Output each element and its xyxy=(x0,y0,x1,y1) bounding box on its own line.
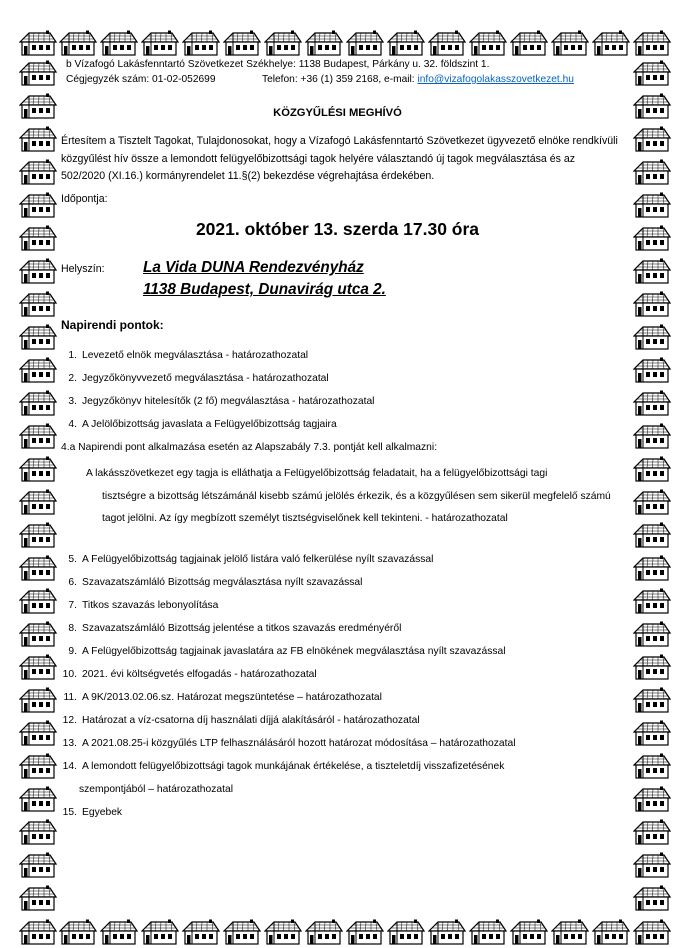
house-icon xyxy=(19,885,57,911)
agenda-item xyxy=(79,783,233,796)
house-icon xyxy=(19,30,57,56)
house-icon xyxy=(510,919,548,945)
house-icon xyxy=(19,852,57,878)
house-icon xyxy=(633,753,671,779)
agenda-item xyxy=(62,714,420,727)
agenda-item xyxy=(68,576,363,589)
agenda-item-number: 11. xyxy=(63,692,77,703)
house-icon xyxy=(633,324,671,350)
house-icon xyxy=(633,819,671,845)
agenda-item-text: Egyebek xyxy=(82,807,123,818)
meeting-datetime: 2021. október 13. szerda 17.30 óra xyxy=(195,219,480,239)
agenda-item-text: A Felügyelőbizottság tagjainak javaslatára az FB elnökének megválasztása nyílt szavazással xyxy=(82,646,506,657)
house-icon xyxy=(19,621,57,647)
house-icon xyxy=(19,819,57,845)
agenda-item-number: 1. xyxy=(68,350,77,361)
venue-label: Helyszín: xyxy=(61,263,105,275)
house-icon xyxy=(19,324,57,350)
house-icon xyxy=(19,456,57,482)
house-icon xyxy=(633,60,671,86)
house-icon xyxy=(264,919,302,945)
page-title: KÖZGYŰLÉSI MEGHÍVÓ xyxy=(273,107,402,119)
agenda-item xyxy=(63,691,382,704)
agenda-item-number: 4. xyxy=(68,419,77,430)
agenda-item xyxy=(68,395,375,408)
house-icon xyxy=(19,588,57,614)
agenda-item xyxy=(62,668,317,681)
agenda-heading: Napirendi pontok: xyxy=(61,318,164,332)
house-icon xyxy=(633,291,671,317)
house-icon xyxy=(19,522,57,548)
agenda-item-number: 6. xyxy=(68,577,77,588)
agenda-item xyxy=(68,349,309,362)
house-icon xyxy=(469,30,507,56)
agenda-item xyxy=(68,372,329,385)
agenda-item-number: 14. xyxy=(62,761,77,772)
agenda-item-text: Szavazatszámláló Bizottság jelentése a titkos szavazás eredményéről xyxy=(82,623,402,634)
phone-email xyxy=(262,73,574,86)
registry-number: Cégjegyzék szám: 01-02-052699 xyxy=(66,74,216,85)
agenda-item-text: Szavazatszámláló Bizottság megválasztása nyílt szavazással xyxy=(82,577,363,588)
agenda-item-number: 12. xyxy=(62,715,77,726)
agenda-item xyxy=(68,599,219,612)
house-icon xyxy=(633,456,671,482)
house-icon xyxy=(182,30,220,56)
house-icon xyxy=(633,654,671,680)
house-icon xyxy=(100,919,138,945)
agenda-item xyxy=(68,622,402,635)
agenda-item xyxy=(68,553,434,566)
house-icon xyxy=(19,489,57,515)
agenda-item-text: A lemondott felügyelőbizottsági tagok munkájának értékelése, a tiszteletdíj visszafizetésének xyxy=(82,761,505,772)
house-icon xyxy=(633,852,671,878)
agenda-item-text: Határozat a víz-csatorna díj használati díjjá alakításáról - határozathozatal xyxy=(82,715,420,726)
house-icon xyxy=(19,159,57,185)
agenda-item-number: 2. xyxy=(68,373,77,384)
email-link[interactable]: info@vizafogolakasszovetkezet.hu xyxy=(417,74,574,85)
house-icon xyxy=(182,919,220,945)
house-icon xyxy=(223,919,261,945)
house-icon xyxy=(19,720,57,746)
agenda-item-text: Titkos szavazás lebonyolítása xyxy=(82,600,219,611)
house-icon xyxy=(633,126,671,152)
org-address-line: b Vízafogó Lakásfenntartó Szövetkezet Székhelye: 1138 Budapest, Párkány u. 32. földszint 1. xyxy=(66,59,490,70)
house-icon xyxy=(59,919,97,945)
house-icon xyxy=(428,919,466,945)
time-label: Időpontja: xyxy=(61,193,108,205)
house-icon xyxy=(633,192,671,218)
house-icon xyxy=(19,291,57,317)
agenda-item-text: 2021. évi költségvetés elfogadás - határozathozatal xyxy=(82,669,317,680)
house-icon xyxy=(19,357,57,383)
house-icon xyxy=(305,919,343,945)
house-icon xyxy=(19,786,57,812)
house-icon xyxy=(633,423,671,449)
agenda-item xyxy=(68,418,337,431)
house-icon xyxy=(141,919,179,945)
agenda-item-number: 5. xyxy=(68,554,77,565)
agenda-item-number: 7. xyxy=(68,600,77,611)
house-icon xyxy=(19,60,57,86)
agenda-item xyxy=(62,760,505,773)
house-icon xyxy=(633,885,671,911)
agenda-item-text: Jegyzőkönyv hitelesítők (2 fő) megválasztása - határozathozatal xyxy=(82,396,375,407)
agenda-item xyxy=(61,441,437,454)
house-icon xyxy=(59,30,97,56)
agenda-note xyxy=(86,463,626,531)
house-icon xyxy=(19,390,57,416)
house-icon xyxy=(633,919,671,945)
house-icon xyxy=(633,786,671,812)
house-icon xyxy=(100,30,138,56)
house-icon xyxy=(633,588,671,614)
house-icon xyxy=(346,919,384,945)
house-icon xyxy=(551,30,589,56)
house-icon xyxy=(264,30,302,56)
house-icon xyxy=(633,390,671,416)
agenda-note-first-line: A lakásszövetkezet egy tagja is elláthatja a Felügyelőbizottság feladatait, ha a felügyelőbizottsági tagi xyxy=(86,468,548,479)
house-icon xyxy=(510,30,548,56)
house-icon xyxy=(346,30,384,56)
agenda-item-text: A Felügyelőbizottság tagjainak jelölő listára való felkerülése nyílt szavazással xyxy=(82,554,434,565)
intro-paragraph: Értesítem a Tisztelt Tagokat, Tulajdonosokat, hogy a Vízafogó Lakásfenntartó Szövetkezet ügyvezető elnöke rendkívüli közgyűlést hív össze a lemondott felügyelőbizottsági tagok helyére választandó új tagok megválasztása és az 502/2020 (XI.16.) kormányrendelet 11.§(2) bekezdése végrehajtása érdekében. xyxy=(61,135,618,182)
house-icon xyxy=(19,258,57,284)
agenda-item-number: 13. xyxy=(62,738,77,749)
house-icon xyxy=(387,30,425,56)
house-icon xyxy=(633,720,671,746)
house-icon xyxy=(551,919,589,945)
agenda-item-text: 4.a Napirendi pont alkalmazása esetén az Alapszabály 7.3. pontját kell alkalmazni: xyxy=(61,442,438,453)
agenda-item-number: 3. xyxy=(68,396,77,407)
house-icon xyxy=(19,919,57,945)
house-icon xyxy=(469,919,507,945)
house-icon xyxy=(633,621,671,647)
house-icon xyxy=(19,423,57,449)
house-icon xyxy=(19,192,57,218)
house-icon xyxy=(633,522,671,548)
house-icon xyxy=(223,30,261,56)
house-icon xyxy=(305,30,343,56)
house-icon xyxy=(387,919,425,945)
registry-contact-line xyxy=(66,73,574,86)
house-icon xyxy=(633,555,671,581)
agenda-item xyxy=(62,737,516,750)
agenda-item-text: szempontjából – határozathozatal xyxy=(79,784,233,795)
phone-text: Telefon: +36 (1) 359 2168, e-mail: xyxy=(262,74,418,85)
house-icon xyxy=(19,753,57,779)
agenda-item-text: A 9K/2013.02.06.sz. Határozat megszüntetése – határozathozatal xyxy=(82,692,382,703)
venue-address: 1138 Budapest, Dunavirág utca 2. xyxy=(143,281,386,298)
agenda-item-number: 9. xyxy=(68,646,77,657)
agenda-note-continuation: tisztségre a bizottság létszámánál kisebb számú jelölés érkezik, és a közgyűlésen sem sikerül megfelelő számú tagot jelölni. Az így megbízott személyt tisztségviselőnek kell tekinteni. - határozathozatal xyxy=(102,490,611,525)
house-icon xyxy=(633,258,671,284)
agenda-item-text: A Jelölőbizottság javaslata a Felügyelőbizottság tagjaira xyxy=(82,419,337,430)
house-icon xyxy=(19,687,57,713)
house-icon xyxy=(633,159,671,185)
house-icon xyxy=(633,357,671,383)
house-icon xyxy=(633,489,671,515)
agenda-item-number: 8. xyxy=(68,623,77,634)
house-icon xyxy=(141,30,179,56)
house-icon xyxy=(19,126,57,152)
agenda-item-number: 10. xyxy=(62,669,77,680)
agenda-item-text: Jegyzőkönyvvezető megválasztása - határozathozatal xyxy=(82,373,329,384)
house-icon xyxy=(633,687,671,713)
house-icon xyxy=(19,555,57,581)
venue-name: La Vida DUNA Rendezvényház xyxy=(143,259,364,276)
house-icon xyxy=(19,654,57,680)
agenda-item-number: 15. xyxy=(62,807,77,818)
agenda-item-text: A 2021.08.25-i közgyűlés LTP felhasználásáról hozott határozat módosítása – határozathozatal xyxy=(82,738,516,749)
house-icon xyxy=(633,30,671,56)
house-icon xyxy=(592,30,630,56)
house-icon xyxy=(592,919,630,945)
agenda-item-text: Levezető elnök megválasztása - határozathozatal xyxy=(82,350,309,361)
agenda-item xyxy=(62,806,123,819)
house-icon xyxy=(428,30,466,56)
agenda-item xyxy=(68,645,506,658)
